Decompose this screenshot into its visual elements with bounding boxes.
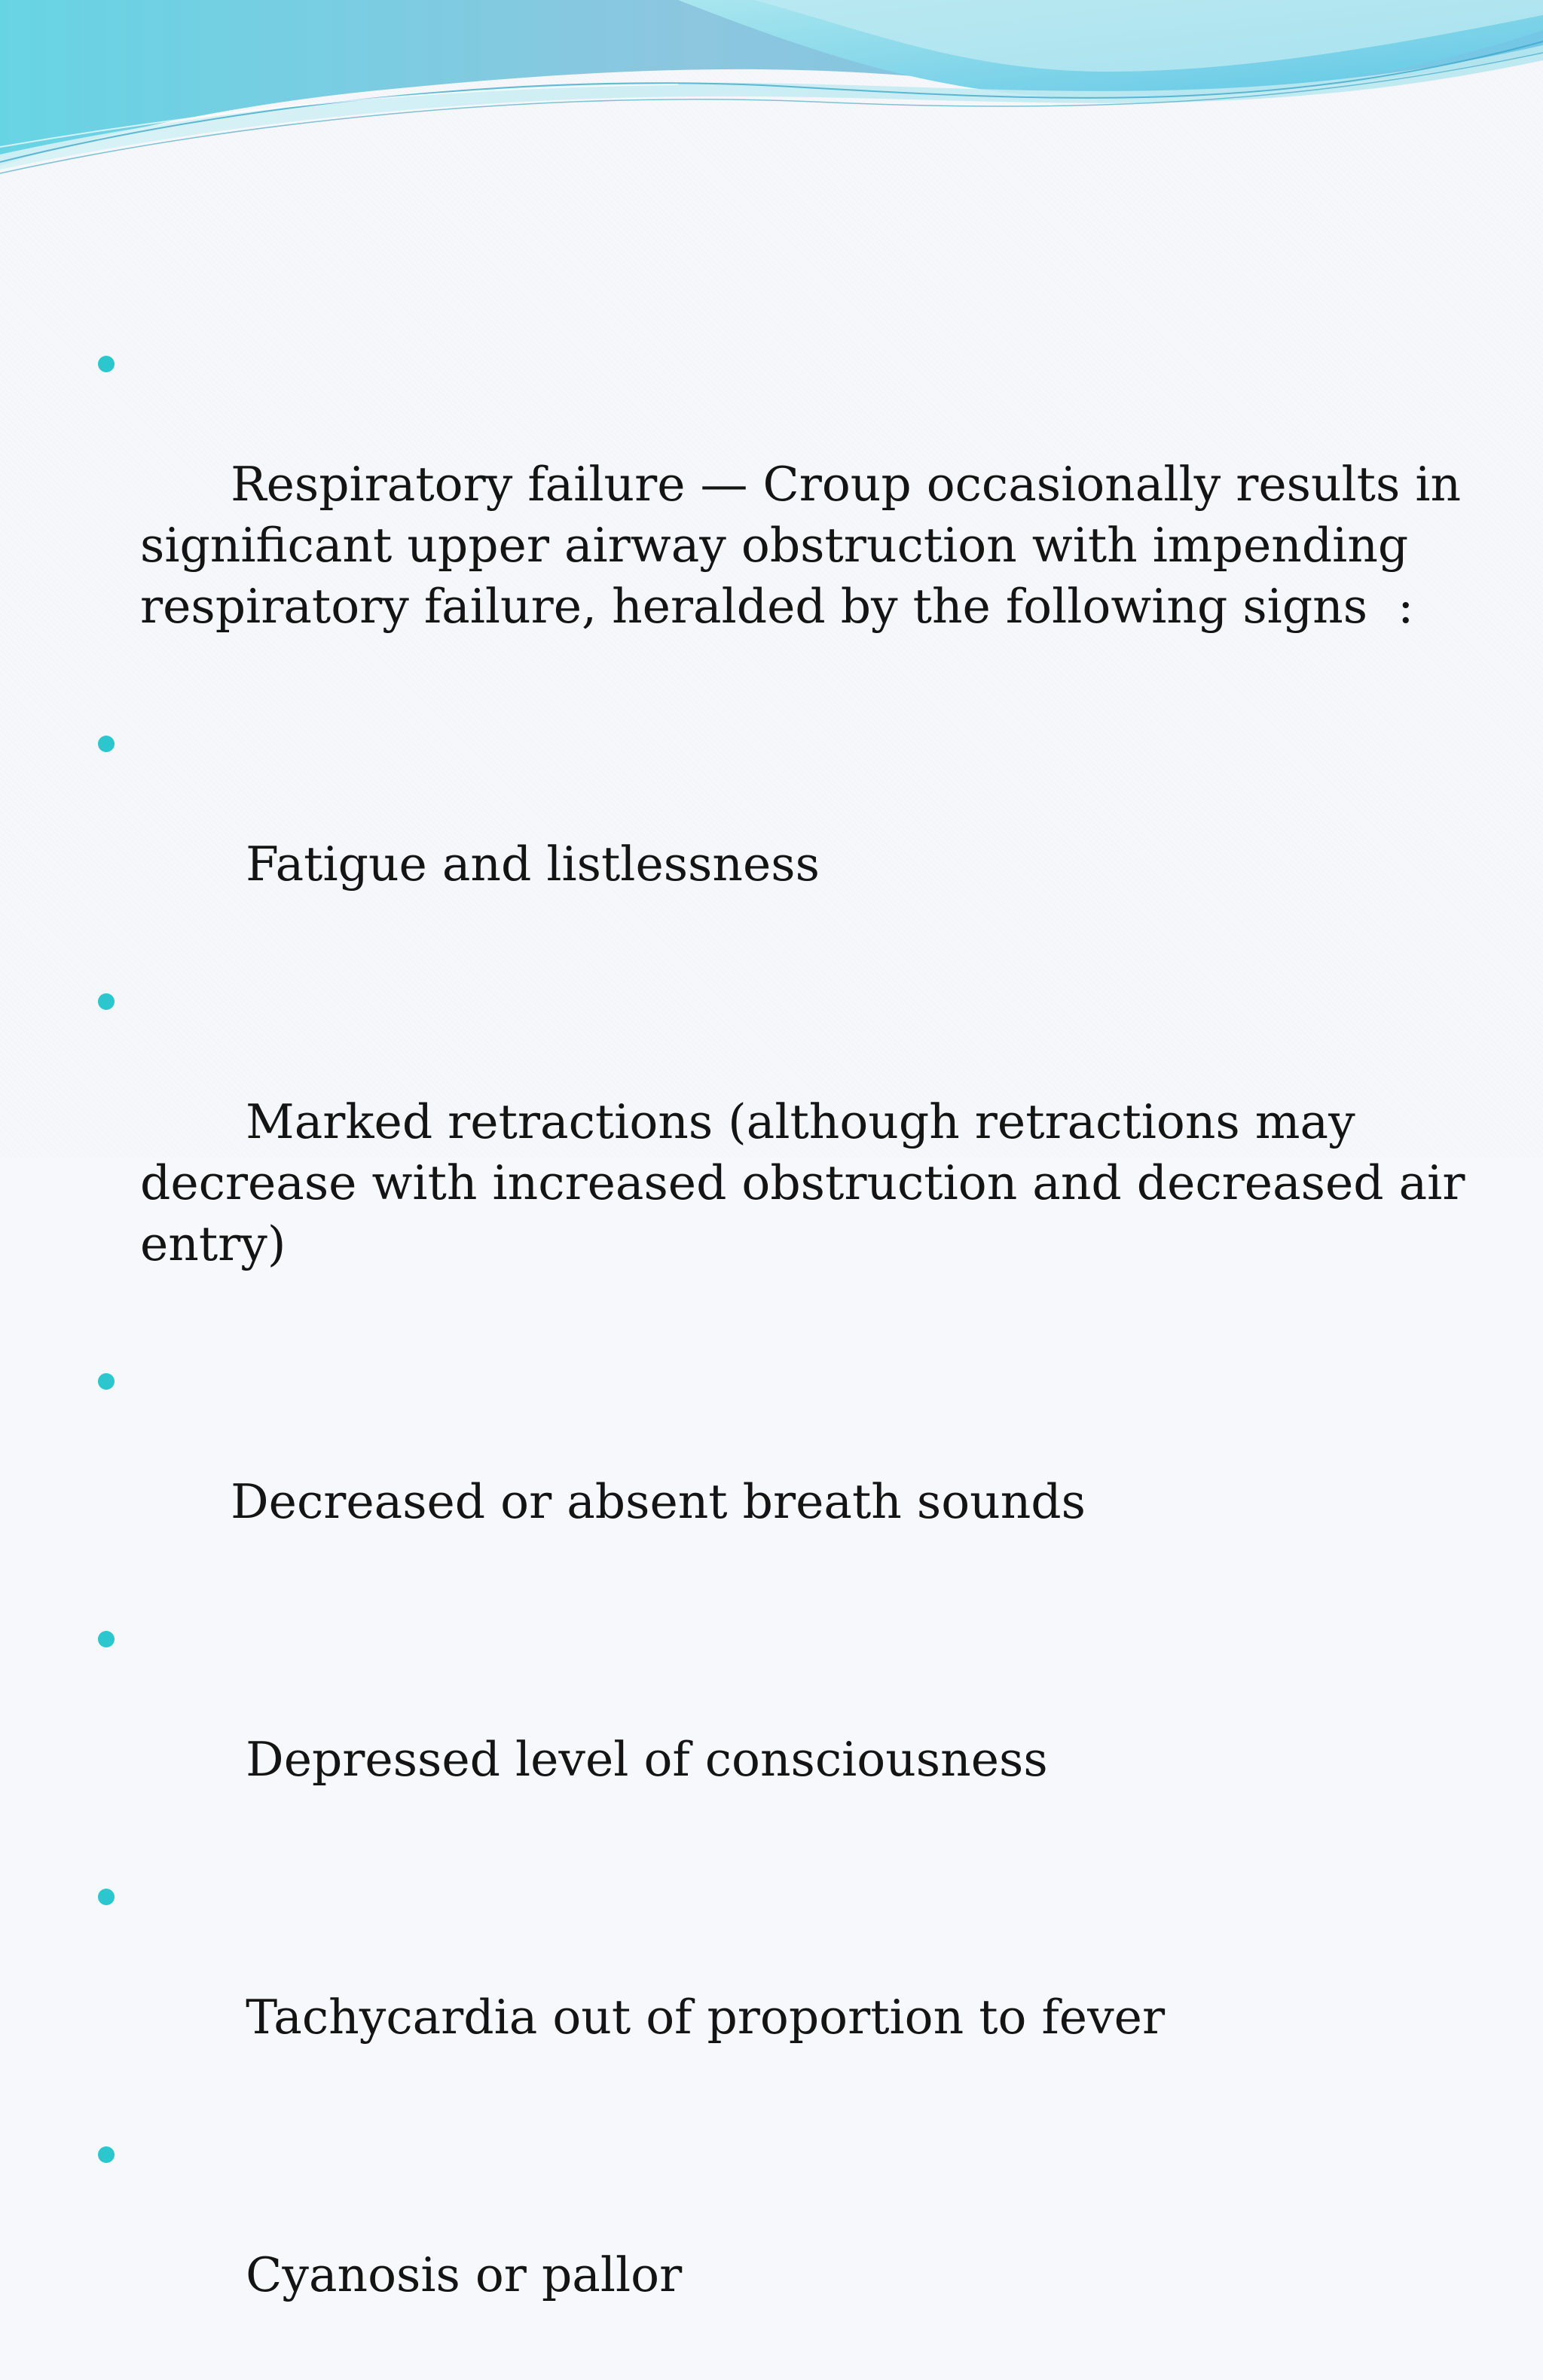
bullet-item-breath-sounds (96, 1349, 1498, 1593)
bullet-list (96, 332, 1498, 2380)
bullet-item-marked-retractions (96, 969, 1498, 1335)
bullet-dot (98, 356, 115, 372)
bullet-dot (98, 736, 115, 752)
bullet-text: Tachycardia out of proportion to fever (231, 1990, 1166, 2045)
bullet-dot (98, 2146, 115, 2163)
bullet-dot (98, 1631, 115, 1647)
bullet-text: Respiratory failure — Croup occasionally results in significant upper airway obstruction with impending respiratory failure, heralded by the following signs : (140, 457, 1477, 634)
bullet-dot (98, 1889, 115, 1905)
bullet-text: Decreased or absent breath sounds (231, 1474, 1086, 1529)
bullet-dot (98, 993, 115, 1010)
bullet-text: Fatigue and listlessness (231, 837, 820, 892)
bullet-item-tachycardia (96, 1865, 1498, 2109)
bullet-text: Marked retractions (although retractions may decrease with increased obstruction and decreased air entry) (140, 1094, 1480, 1271)
bullet-item-fatigue (96, 711, 1498, 956)
bullet-item-respiratory-failure (96, 332, 1498, 698)
bullet-dot (98, 1373, 115, 1390)
bullet-item-consciousness (96, 1607, 1498, 1851)
bullet-item-cyanosis (96, 2122, 1498, 2366)
bullet-text: Cyanosis or pallor (231, 2247, 683, 2302)
bullet-text: Depressed level of consciousness (231, 1732, 1048, 1787)
header-wave-decoration (0, 0, 1543, 181)
